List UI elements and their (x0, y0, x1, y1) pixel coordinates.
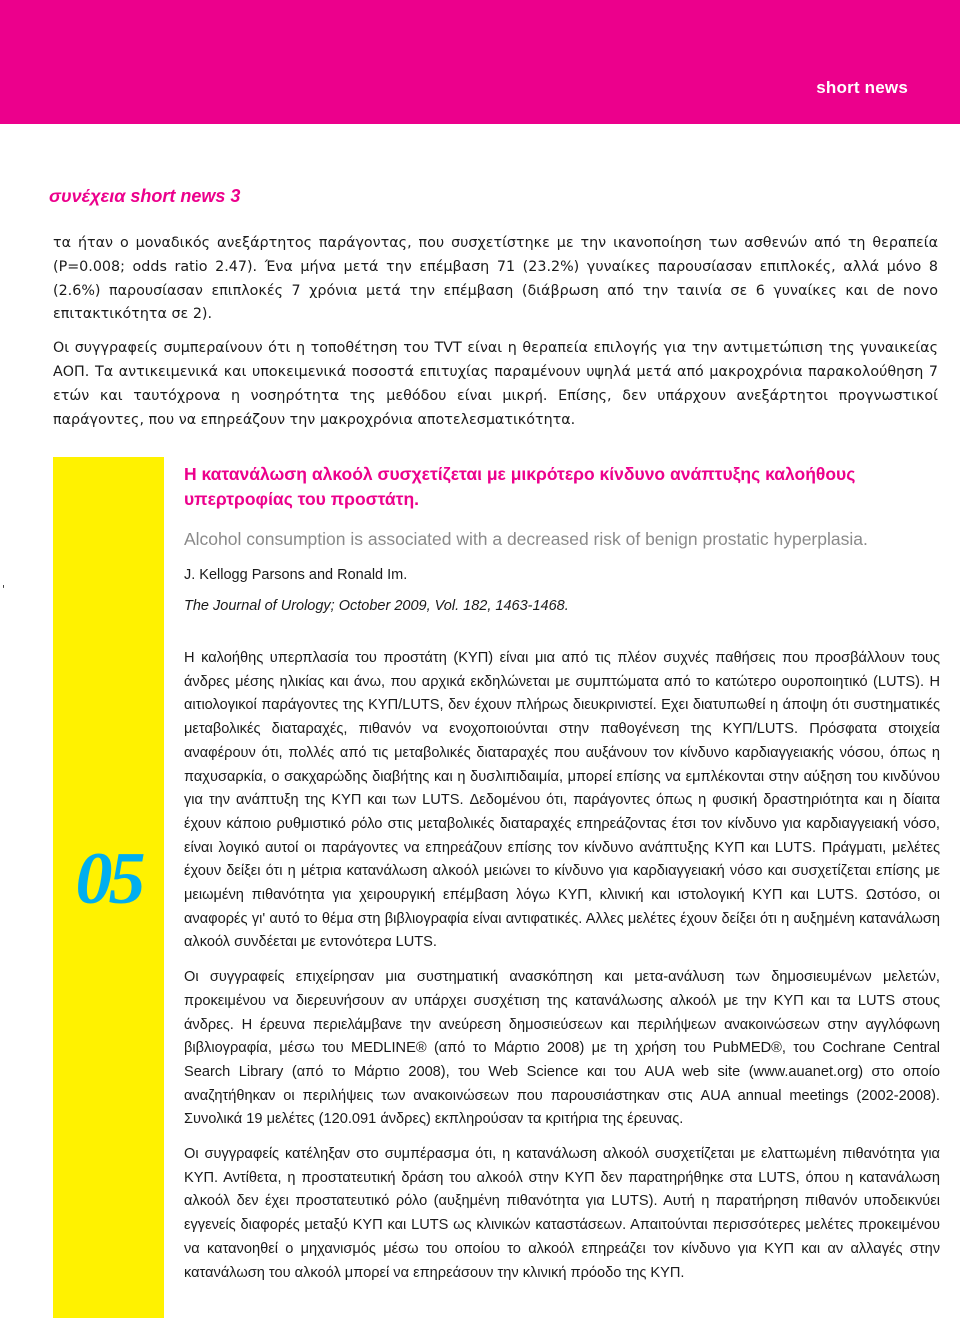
article-paragraph: Η καλοήθης υπερπλασία του προστάτη (ΚΥΠ) είναι μια από τις πλέον συχνές παθήσεις που προσβάλλουν τους άνδρες μέσης ηλικίας και άνω, που αρχικά εκδηλώνεται με συμπτώματα από το κατώτερο ουροποιητικό (LUTS). Η αιτιολογικοί παράγοντες της ΚΥΠ/LUTS, δεν έχουν πλήρως διευκρινιστεί. Εχει διατυπωθεί η άποψη ότι συστηματικές μεταβολικές διαταραχές, πιθανόν να ενοχοποιούνται στην παθογένεση της ΚΥΠ/LUTS. Πρόσφατα στοιχεία αναφέρουν ότι, πολλές από τις μεταβολικές διαταραχές που αυξάνουν τον κίνδυνο καρδιαγγειακής νόσου, όπως η παχυσαρκία, ο σακχαρώδης διαβήτης και η δυσλιπιδαιμία, μπορεί επίσης να εμπλέκονται στην αύξηση του κινδύνου για την ανάπτυξη της ΚΥΠ και των LUTS. Δεδομένου ότι, παράγοντες όπως η φυσική δραστηριότητα και η δίαιτα έχουν κάποιο ρυθμιστικό ρόλο στις μεταβολικές διαταραχές επηρεάζοντας έτσι τον κίνδυνο για καρδιαγγειακή νόσο, είναι λογικό αυτοί οι παράγοντες να επηρεάζουν επίσης τον κίνδυνο ανάπτυξης ΚΥΠ και LUTS. Πράγματι, μελέτες έχουν δείξει ότι η μέτρια κατανάλωση αλκοόλ μειώνει το κίνδυνο για καρδιαγγειακή νόσο και συσχετίζεται επίσης με μειωμένη πιθανότητα για χειρουργική επέμβαση λόγω ΚΥΠ, κλινική και ιστολογική ΚΥΠ και LUTS. Ωστόσο, οι αναφορές γι' αυτό το θέμα στη βιβλιογραφία είναι αντιφατικές. Αλλες μελέτες έχουν δείξει ότι η αυξημένη κατανάλωση αλκοόλ συνδέεται με εντονότερα LUTS. (184, 650, 940, 951)
continuation-paragraph: Οι συγγραφείς συμπεραίνουν ότι η τοποθέτηση του TVT είναι η θεραπεία επιλογής για την αντιμετώπιση της γυναικείας ΑΟΠ. Τα αντικειμενικά και υποκειμενικά ποσοστά επιτυχίας παραμένουν υψηλά μετά από μακροχρόνια παρακολούθηση 7 ετών και ταυτόχρονα η νοσηρότητα της μεθόδου είναι μικρή. Επίσης, δεν υπάρχουν ανεξάρτητοι προγνωστικοί παράγοντες, που να επηρεάζουν την μακροχρόνια αποτελεσματικότητα. (53, 340, 938, 428)
continuation-title: συνέχεια short news 3 (49, 186, 241, 206)
section-label: short news (816, 78, 908, 97)
article-paragraph: Οι συγγραφείς κατέληξαν στο συμπέρασμα ότι, η κατανάλωση αλκοόλ συσχετίζεται με ελαττωμένη πιθανότητα για ΚΥΠ. Αντίθετα, η προστατευτική δράση του αλκοόλ στην ΚΥΠ δεν παρατηρήθηκε στα LUTS, όπου η κατανάλωση αλκοόλ δεν έχει προστατευτικό ρόλο (αυξημένη πιθανότητα για LUTS). Αυτή η παρατήρηση πιθανόν υποδεικνύει εγγενείς διαφορές μεταξύ ΚΥΠ και LUTS ως κλινικών καταστάσεων. Απαιτούνται περισσότερες μελέτες προκειμένου να κατανοηθεί ο μηχανισμός μέσω του οποίου το αλκοόλ επηρεάζει τον κίνδυνο για ΚΥΠ και αν αλλαγές στην κατανάλωση του αλκοόλ μπορεί να επηρεάσουν την κλινική πρόοδο της ΚΥΠ. (184, 1146, 940, 1281)
article (184, 462, 940, 1285)
margin-mark: ' (2, 583, 6, 596)
continuation-paragraph: τα ήταν ο μοναδικός ανεξάρτητος παράγοντας, που συσχετίστηκε με την ικανοποίηση των ασθενών από τη θεραπεία (P=0.008; odds ratio 2.47). Ένα μήνα μετά την επέμβαση 71 (23.2%) γυναίκες παρουσίασαν επιπλοκές, αλλά μόνο 8 (2.6%) παρουσίασαν επιπλοκές 7 χρόνια μετά την επέμβαση (διάβρωση από την ταινία σε 6 γυναίκες και de novo επιτακτικότητα σε 2). (53, 235, 938, 323)
article-body (184, 647, 940, 1285)
article-number: 05 (75, 838, 142, 920)
article-title-english: Alcohol consumption is associated with a decreased risk of benign prostatic hyperplasia. (184, 529, 868, 549)
article-paragraph: Οι συγγραφείς επιχείρησαν μια συστηματική ανασκόπηση και μετα-ανάλυση των δημοσιευμένων μελετών, προκειμένου να διερευνήσουν αν υπάρχει συσχέτιση της κατανάλωσης αλκοόλ με την ΚΥΠ και τα LUTS στους άνδρες. Η έρευνα περιελάμβανε την ανεύρεση δημοσιεύσεων και περιλήψεων ανακοινώσεων στην αγγλόφωνη βιβλιογραφία, μέσω του MEDLINE® (από το Μάρτιο 2008) με τη χρήση του PubMED®, του Cochrane Central Search Library (από το Μάρτιο 2008), του Web Science και του AUA web site (www.auanet.org) στο οποίο αναζητήθηκαν οι περιλήψεις των ανακοινώσεων που παρουσιάστηκαν στις AUA annual meetings (2002-2008). Συνολικά 19 μελέτες (120.091 άνδρες) εκπληρούσαν τα κριτήρια της έρευνας. (184, 969, 940, 1128)
article-number-sidebar (53, 457, 164, 1318)
continuation-body (53, 232, 938, 432)
header-band (0, 0, 960, 124)
article-title-greek: Η κατανάλωση αλκοόλ συσχετίζεται με μικρότερο κίνδυνο ανάπτυξης καλοήθους υπερτροφίας του προστάτη. (184, 464, 856, 509)
article-journal-citation: The Journal of Urology; October 2009, Vol. 182, 1463-1468. (184, 598, 569, 614)
article-authors: J. Kellogg Parsons and Ronald Im. (184, 567, 408, 583)
